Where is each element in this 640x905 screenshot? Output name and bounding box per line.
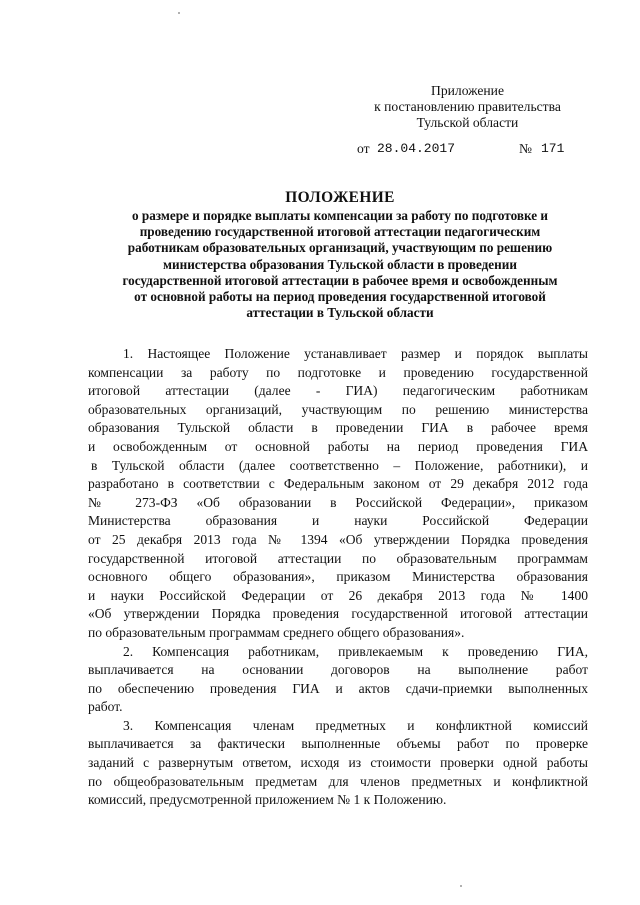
text-line: 3. Компенсация членам предметных и конфликтной комиссий xyxy=(123,717,588,733)
number-sign: № xyxy=(519,141,532,156)
attachment-line: Приложение xyxy=(431,83,504,98)
attachment-line: Тульской области xyxy=(416,115,519,130)
paragraph-1 xyxy=(88,345,588,643)
document-subtitle xyxy=(70,208,610,321)
text-line: образовательных организаций, участвующим по решению министерства xyxy=(88,401,588,417)
text-line: в Тульской области (далее соответственно – Положение, работники), и xyxy=(91,457,588,473)
subtitle-line: работникам образовательных организаций, участвующим по решению xyxy=(127,240,553,256)
text-line: 1. Настоящее Положение устанавливает размер и порядок выплаты xyxy=(123,346,588,361)
text-line: Министерства образования и науки Российской Федерации xyxy=(88,513,588,529)
text-line: государственной итоговой аттестации по образовательным программам xyxy=(88,550,588,566)
text-line: и освобожденным от основной работы на период проведения ГИА xyxy=(88,438,588,454)
subtitle-line: о размере и порядке выплаты компенсации за работу по подготовке и xyxy=(131,208,549,223)
text-line: по общеобразовательным предметам для членов предметных и конфликтной xyxy=(88,773,588,789)
subtitle-line: от основной работы на период проведения государственной итоговой xyxy=(134,289,546,305)
subtitle-line: государственной итоговой аттестации в рабочее время и освобожденным xyxy=(122,272,558,288)
attachment-line: к постановлению правительства xyxy=(374,99,561,114)
text-line: от 25 декабря 2013 года № 1394 «Об утверждении Порядка проведения xyxy=(88,531,588,547)
from-label: от xyxy=(357,141,370,156)
paragraph-3 xyxy=(88,717,588,810)
scan-artifact xyxy=(460,885,462,887)
text-line: выплачивается на основании договоров на выполнение работ xyxy=(88,662,588,678)
text-line: работ. xyxy=(88,699,123,715)
text-line: разработано в соответствии с Федеральным законом от 29 декабря 2012 года xyxy=(88,476,588,492)
subtitle-line: проведению государственной итоговой аттестации педагогическим xyxy=(139,224,541,240)
text-line: по образовательным программам среднего общего образования». xyxy=(88,624,465,640)
document-number: 171 xyxy=(541,141,565,156)
text-line: № 273-ФЗ «Об образовании в Российской Федерации», приказом xyxy=(88,494,588,510)
scan-artifact xyxy=(178,12,180,14)
text-line: итоговой аттестации (далее - ГИА) педагогическим работникам xyxy=(88,383,588,399)
text-line: по обеспечению проведения ГИА и актов сдачи-приемки выполненных xyxy=(88,680,588,696)
subtitle-line: министерства образования Тульской области в проведении xyxy=(163,256,517,272)
text-line: комиссий, предусмотренной приложением № 1 к Положению. xyxy=(88,792,447,808)
date-number-row xyxy=(357,141,565,157)
text-line: выплачивается за фактически выполненные объемы работ по проверке xyxy=(88,736,588,752)
text-line: образования Тульской области в проведении ГИА в рабочее время xyxy=(88,420,588,436)
text-line: и науки Российской Федерации от 26 декабря 2013 года № 1400 xyxy=(88,587,588,603)
document-date: 28.04.2017 xyxy=(377,141,456,156)
paragraph-2 xyxy=(88,643,588,717)
document-title: ПОЛОЖЕНИЕ xyxy=(285,189,395,206)
text-line: заданий с развернутым ответом, исходя из стоимости проверки одной работы xyxy=(88,755,588,771)
document-body xyxy=(88,345,588,810)
text-line: «Об утверждении Порядка проведения государственной итоговой аттестации xyxy=(88,606,588,622)
attachment-header xyxy=(355,83,580,131)
text-line: компенсации за работу по подготовке и проведению государственной xyxy=(88,364,588,380)
text-line: основного общего образования», приказом Министерства образования xyxy=(88,569,588,585)
text-line: 2. Компенсация работникам, привлекаемым к проведению ГИА, xyxy=(123,643,588,659)
subtitle-line: аттестации в Тульской области xyxy=(246,305,434,321)
